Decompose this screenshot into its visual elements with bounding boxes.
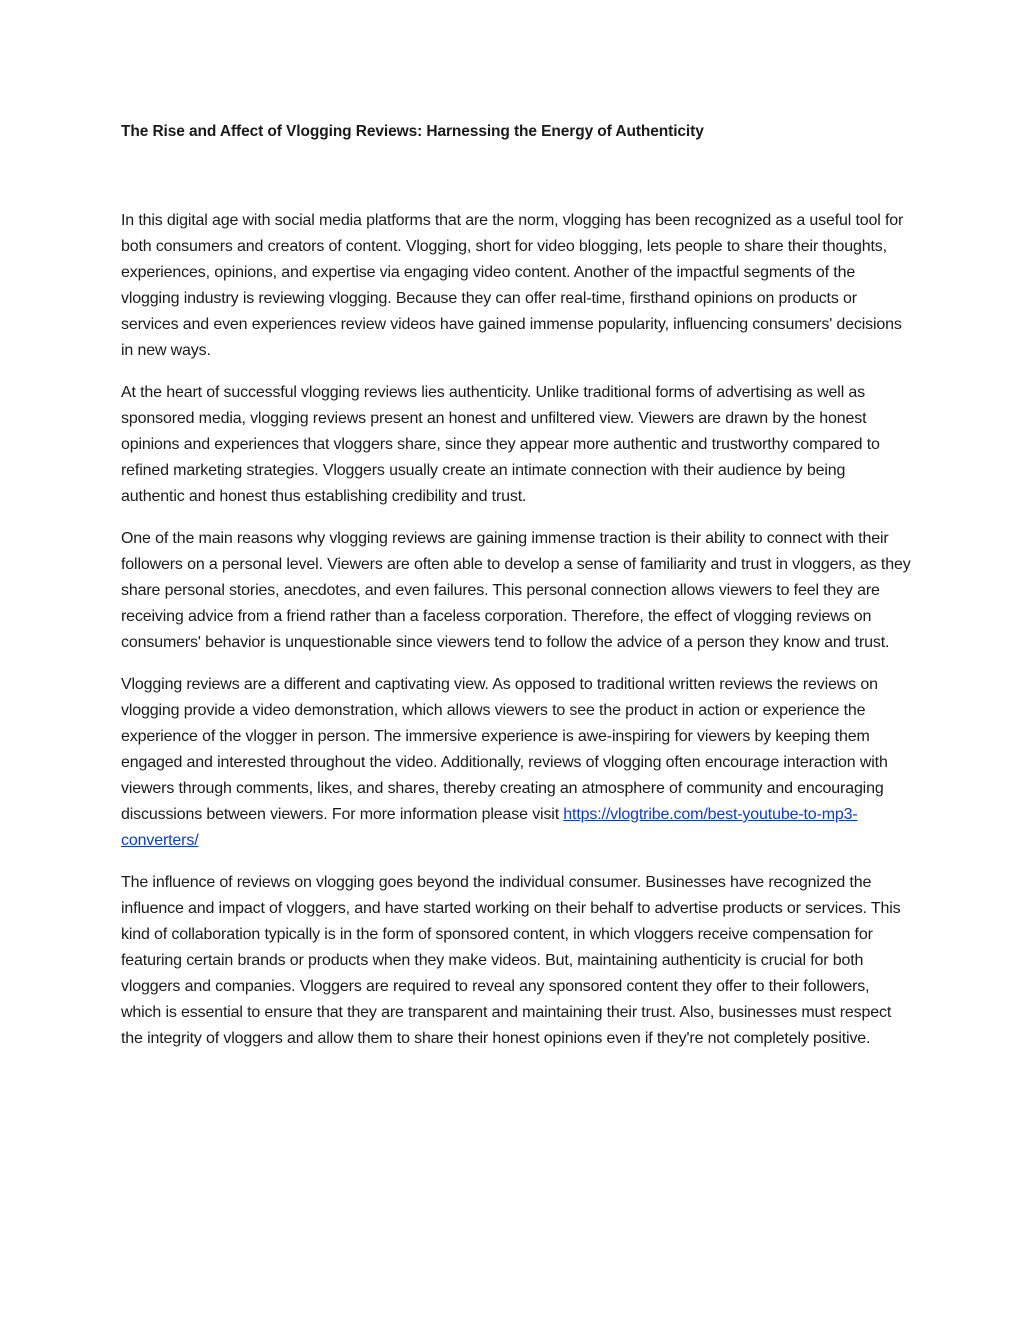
document-content <box>121 118 911 1068</box>
paragraph-1: In this digital age with social media platforms that are the norm, vlogging has been recognized as a useful tool for both consumers and creators of content. Vlogging, short for video blogging, lets people to share their thoughts, experiences, opinions, and expertise via engaging video content. Another of the impactful segments of the vlogging industry is reviewing vlogging. Because they can offer real-time, firsthand opinions on products or services and even experiences review videos have gained immense popularity, influencing consumers' decisions in new ways. <box>121 212 904 359</box>
paragraph-2: At the heart of successful vlogging reviews lies authenticity. Unlike traditional forms of advertising as well as sponsored media, vlogging reviews present an honest and unfiltered view. Viewers are drawn by the honest opinions and experiences that vloggers share, since they appear more authentic and trustworthy compared to refined marketing strategies. Vloggers usually create an intimate connection with their audience by being authentic and honest thus establishing credibility and trust. <box>121 384 880 505</box>
paragraph-4-text: Vlogging reviews are a different and captivating view. As opposed to traditional written reviews the reviews on vlogging provide a video demonstration, which allows viewers to see the product in action or experience the experience of the vlogger in person. The immersive experience is awe-inspiring for viewers by keeping them engaged and interested throughout the video. Additionally, reviews of vlogging often encourage interaction with viewers through comments, likes, and shares, thereby creating an atmosphere of community and encouraging discussions between viewers. For more information please visit <box>121 676 888 823</box>
paragraph-3: One of the main reasons why vlogging reviews are gaining immense traction is their ability to connect with their followers on a personal level. Viewers are often able to develop a sense of familiarity and trust in vloggers, as they share personal stories, anecdotes, and even failures. This personal connection allows viewers to feel they are receiving advice from a friend rather than a faceless corporation. Therefore, the effect of vlogging reviews on consumers' behavior is unquestionable since viewers tend to follow the advice of a person they know and trust. <box>121 530 911 651</box>
paragraph-4 <box>121 672 911 854</box>
paragraph-5: The influence of reviews on vlogging goes beyond the individual consumer. Businesses have recognized the influence and impact of vloggers, and have started working on their behalf to advertise products or services. This kind of collaboration typically is in the form of sponsored content, in which vloggers receive compensation for featuring certain brands or products when they make videos. But, maintaining authenticity is crucial for both vloggers and companies. Vloggers are required to reveal any sponsored content they offer to their followers, which is essential to ensure that they are transparent and maintaining their trust. Also, businesses must respect the integrity of vloggers and allow them to share their honest opinions even if they're not completely positive. <box>121 874 901 1047</box>
converter-link[interactable]: https://vlogtribe.com/best-youtube-to-mp3-converters/ <box>121 806 858 849</box>
document-body <box>121 208 911 1052</box>
document-title: The Rise and Affect of Vlogging Reviews: Harnessing the Energy of Authenticity <box>121 123 704 140</box>
